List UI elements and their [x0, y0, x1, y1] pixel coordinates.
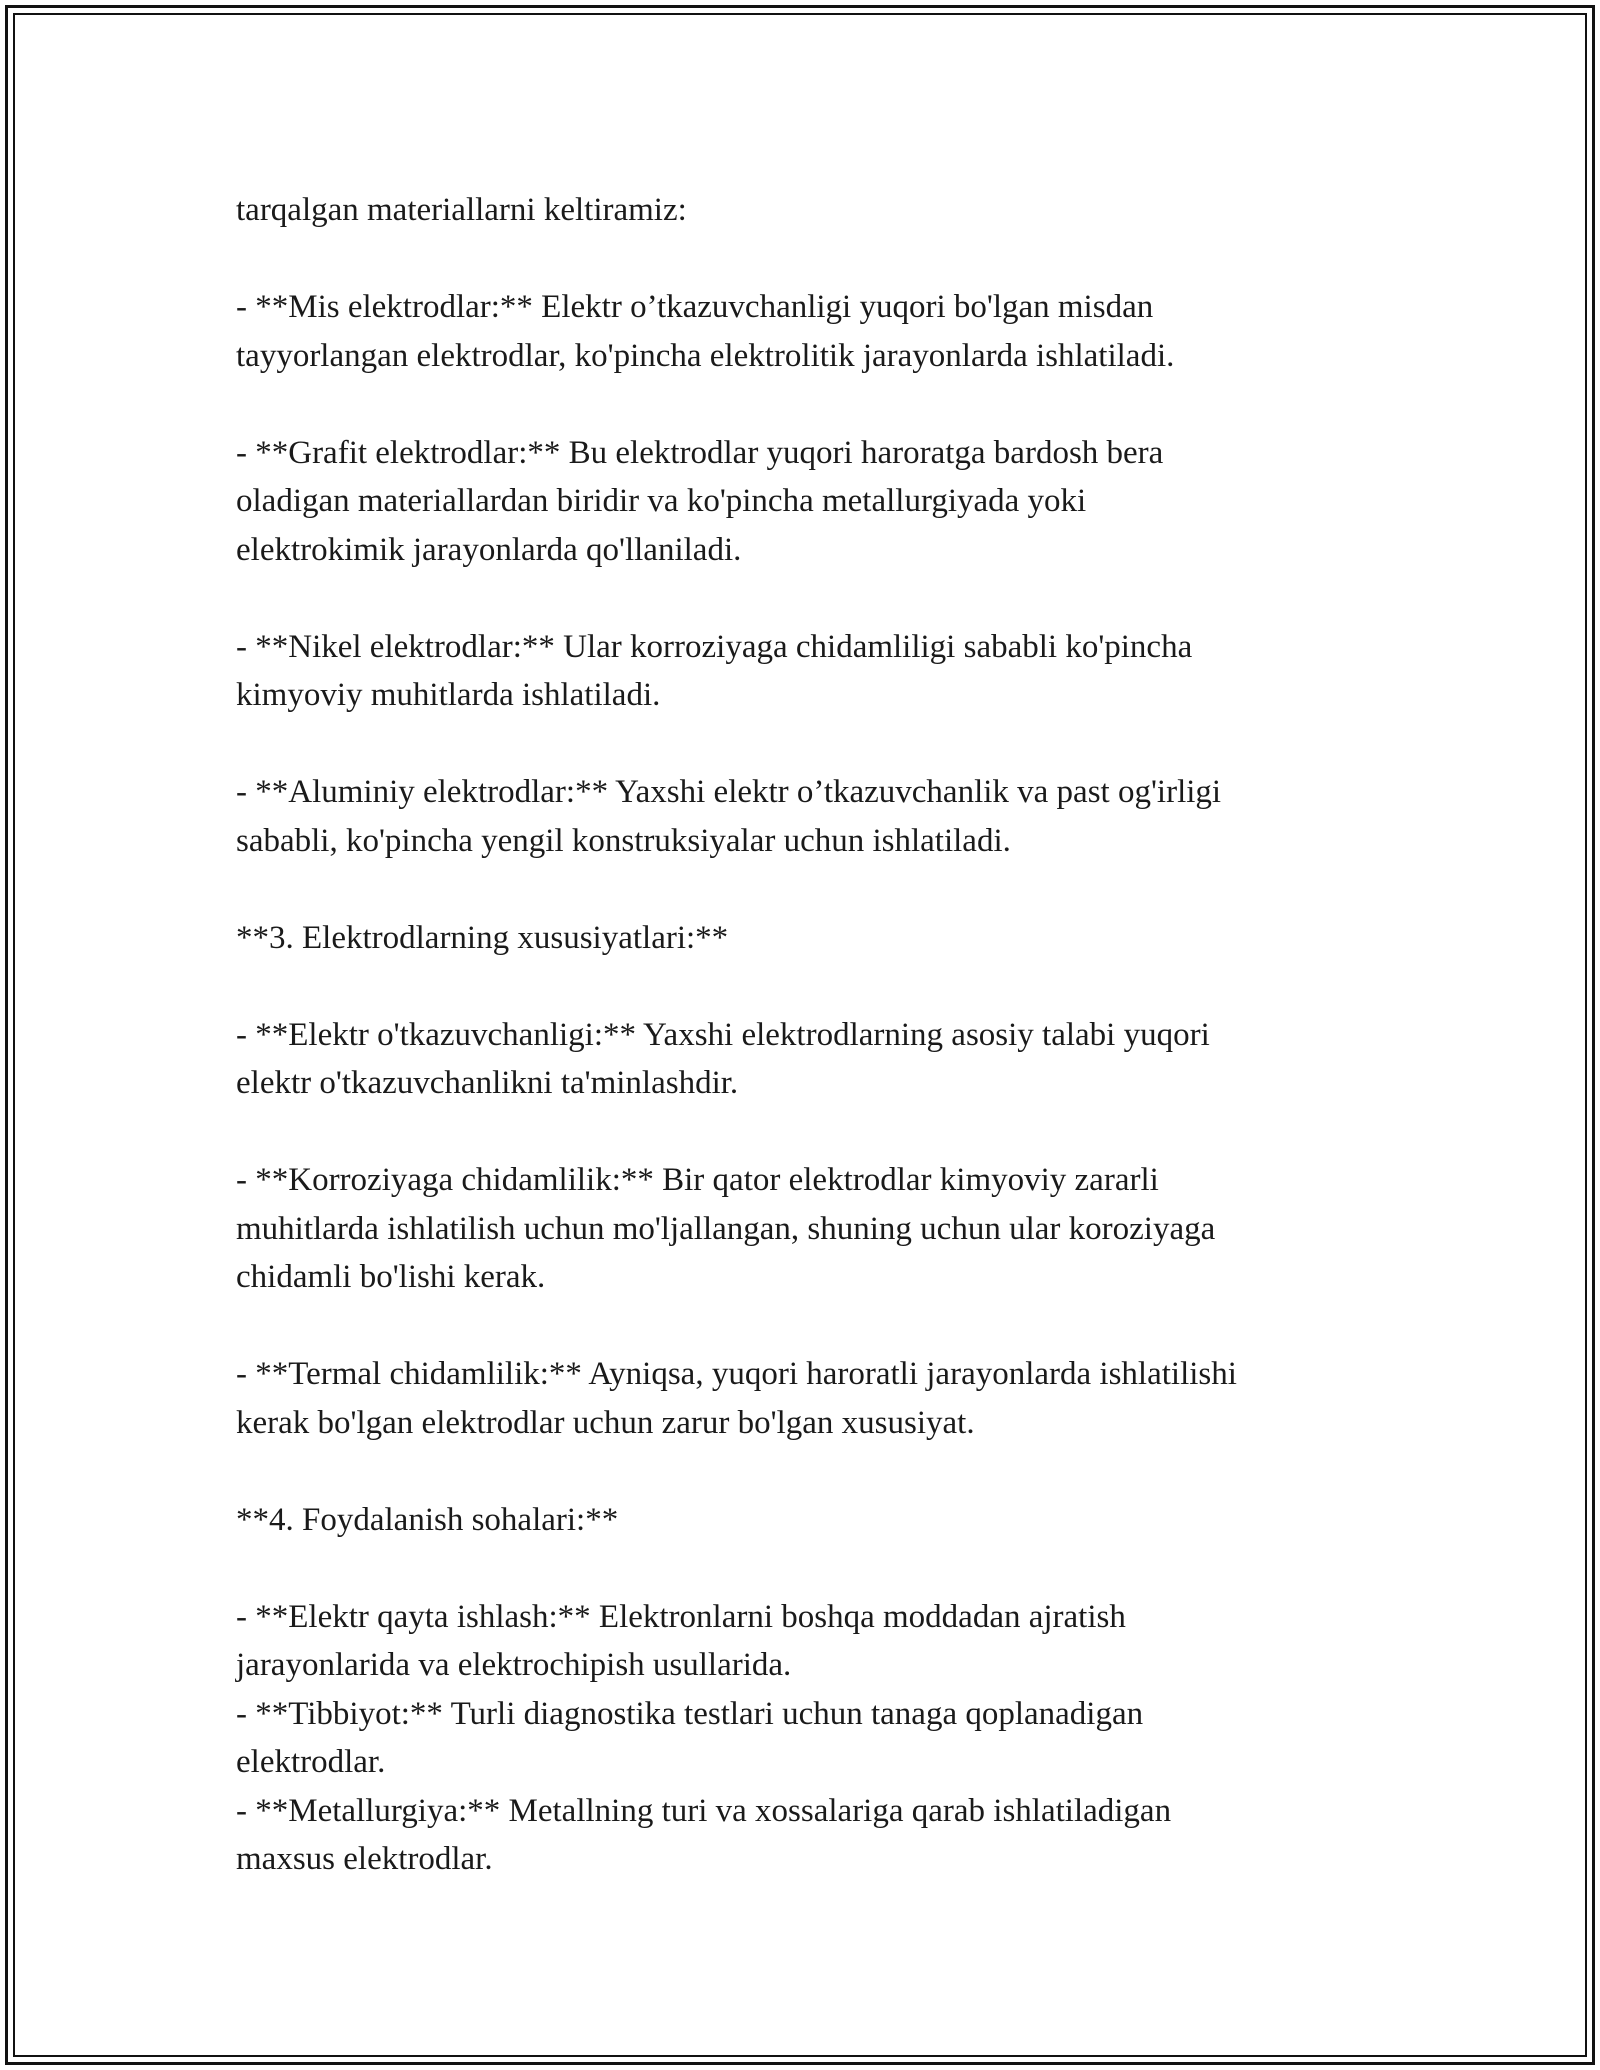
text-line: jarayonlarida va elektrochipish usullarida. [236, 1647, 792, 1683]
text-line: chidamli bo'lishi kerak. [236, 1259, 546, 1295]
text-line: - **Mis elektrodlar:** Elektr o’tkazuvchanligi yuqori bo'lgan misdan [236, 289, 1154, 325]
text-line: sababli, ko'pincha yengil konstruksiyalar uchun ishlatiladi. [236, 822, 1011, 859]
text-line: - **Tibbiyot:** Turli diagnostika testlari uchun tanaga qoplanadigan [236, 1695, 1144, 1732]
text-line: muhitlarda ishlatilish uchun mo'ljallangan, shuning uchun ular koroziyaga [236, 1210, 1216, 1247]
text-line: - **Grafit elektrodlar:** Bu elektrodlar yuqori haroratga bardosh bera [236, 434, 1164, 471]
blank-line [236, 1447, 1366, 1496]
blank-line [236, 574, 1366, 623]
blank-line [236, 1108, 1366, 1157]
text-line: tarqalgan materiallarni keltiramiz: [236, 192, 687, 228]
blank-line [236, 1302, 1366, 1351]
blank-line [236, 380, 1366, 429]
text-line: kerak bo'lgan elektrodlar uchun zarur bo'lgan xususiyat. [236, 1404, 975, 1441]
document-body [236, 186, 1366, 1884]
text-line: - **Termal chidamlilik:** Ayniqsa, yuqori haroratli jarayonlarda ishlatilishi [236, 1356, 1237, 1392]
text-line: - **Korroziyaga chidamlilik:** Bir qator elektrodlar kimyoviy zararli [236, 1162, 1159, 1198]
section-heading: **4. Foydalanish sohalari:** [236, 1501, 619, 1538]
section-heading: **3. Elektrodlarning xususiyatlari:** [236, 919, 729, 956]
blank-line [236, 962, 1366, 1011]
text-line: - **Elektr qayta ishlash:** Elektronlarni boshqa moddadan ajratish [236, 1598, 1126, 1635]
text-line: kimyoviy muhitlarda ishlatiladi. [236, 677, 661, 713]
text-line: - **Aluminiy elektrodlar:** Yaxshi elektr o’tkazuvchanlik va past og'irligi [236, 774, 1222, 810]
text-line: elektrodlar. [236, 1744, 386, 1780]
text-line: - **Nikel elektrodlar:** Ular korroziyaga chidamliligi sababli ko'pincha [236, 628, 1193, 665]
text-line: - **Elektr o'tkazuvchanligi:** Yaxshi elektrodlarning asosiy talabi yuqori [236, 1016, 1210, 1053]
blank-line [236, 720, 1366, 769]
text-line: elektrokimik jarayonlarda qo'llaniladi. [236, 531, 742, 568]
text-line: elektr o'tkazuvchanlikni ta'minlashdir. [236, 1065, 739, 1101]
text-line: - **Metallurgiya:** Metallning turi va xossalariga qarab ishlatiladigan [236, 1792, 1172, 1829]
blank-line [236, 235, 1366, 284]
blank-line [236, 1544, 1366, 1593]
blank-line [236, 865, 1366, 914]
text-line: maxsus elektrodlar. [236, 1841, 493, 1877]
text-line: tayyorlangan elektrodlar, ko'pincha elektrolitik jarayonlarda ishlatiladi. [236, 337, 1175, 374]
text-line: oladigan materiallardan biridir va ko'pincha metallurgiyada yoki [236, 483, 1087, 519]
